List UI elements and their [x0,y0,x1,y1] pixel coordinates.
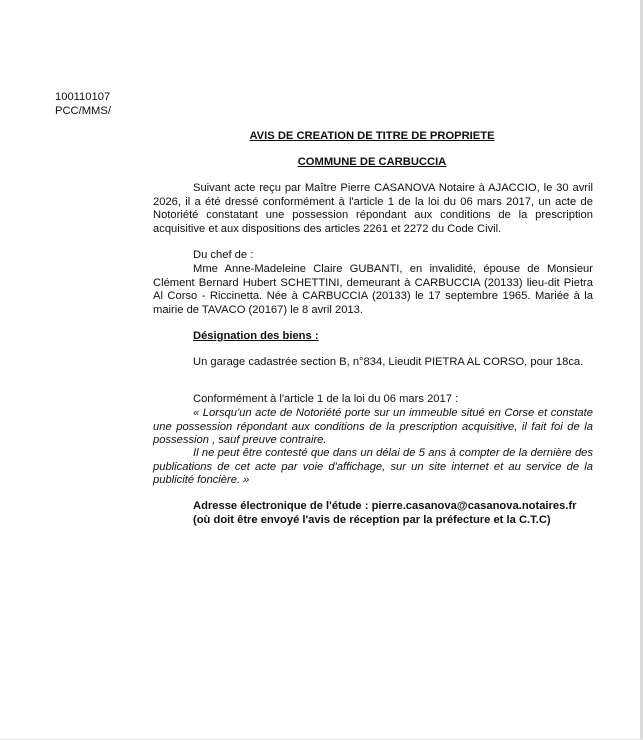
property-paragraph: Un garage cadastrée section B, n°834, Lieudit PIETRA AL CORSO, pour 18ca. [193,356,584,368]
law-quote-paragraph-2: Il ne peut être contesté que dans un délai de 5 ans à compter de la dernière des publications de cet acte par voie d'affichage, sur un site internet et au service de la publicité foncière. » [153,447,593,486]
email-address-line: Adresse électronique de l'étude : pierre.casanova@casanova.notaires.fr [193,500,577,512]
owner-paragraph: Mme Anne-Madeleine Claire GUBANTI, en invalidité, épouse de Monsieur Clément Bernard Hubert SCHETTINI, demeurant à CARBUCCIA (20133) lieu-dit Pietra Al Corso - Riccinetta. Née à CARBUCCIA (20133) le 17 septembre 1965. Mariée à la mairie de TAVACO (20167) le 8 avril 2013. [153,263,593,316]
law-reference-label: Conformément à l'article 1 de la loi du 06 mars 2017 : [193,393,459,405]
avis-reception-line: (où doit être envoyé l'avis de réception par la préfecture et la C.T.C) [193,514,551,526]
document-reference [55,91,175,118]
chef-label: Du chef de : [193,249,254,261]
commune-title: COMMUNE DE CARBUCCIA [297,156,447,168]
reference-code: PCC/MMS/ [55,104,111,117]
acte-paragraph: Suivant acte reçu par Maître Pierre CASANOVA Notaire à AJACCIO, le 30 avril 2026, il a été dressé conformément à l'article 1 de la loi du 06 mars 2017, un acte de Notoriété constatant une possession répondant aux conditions de la prescription acquisitive et aux dispositions des articles 2261 et 2272 du Code Civil. [153,182,593,235]
law-quote-paragraph-1: « Lorsqu'un acte de Notoriété porte sur un immeuble situé en Corse et constate une possession répondant aux conditions de la prescription acquisitive, il fait foi de la possession , sauf preuve contraire. [153,407,593,446]
document-title: AVIS DE CREATION DE TITRE DE PROPRIETE [249,130,495,142]
reference-number: 100110107 [55,91,111,103]
designation-heading: Désignation des biens : [193,330,319,342]
